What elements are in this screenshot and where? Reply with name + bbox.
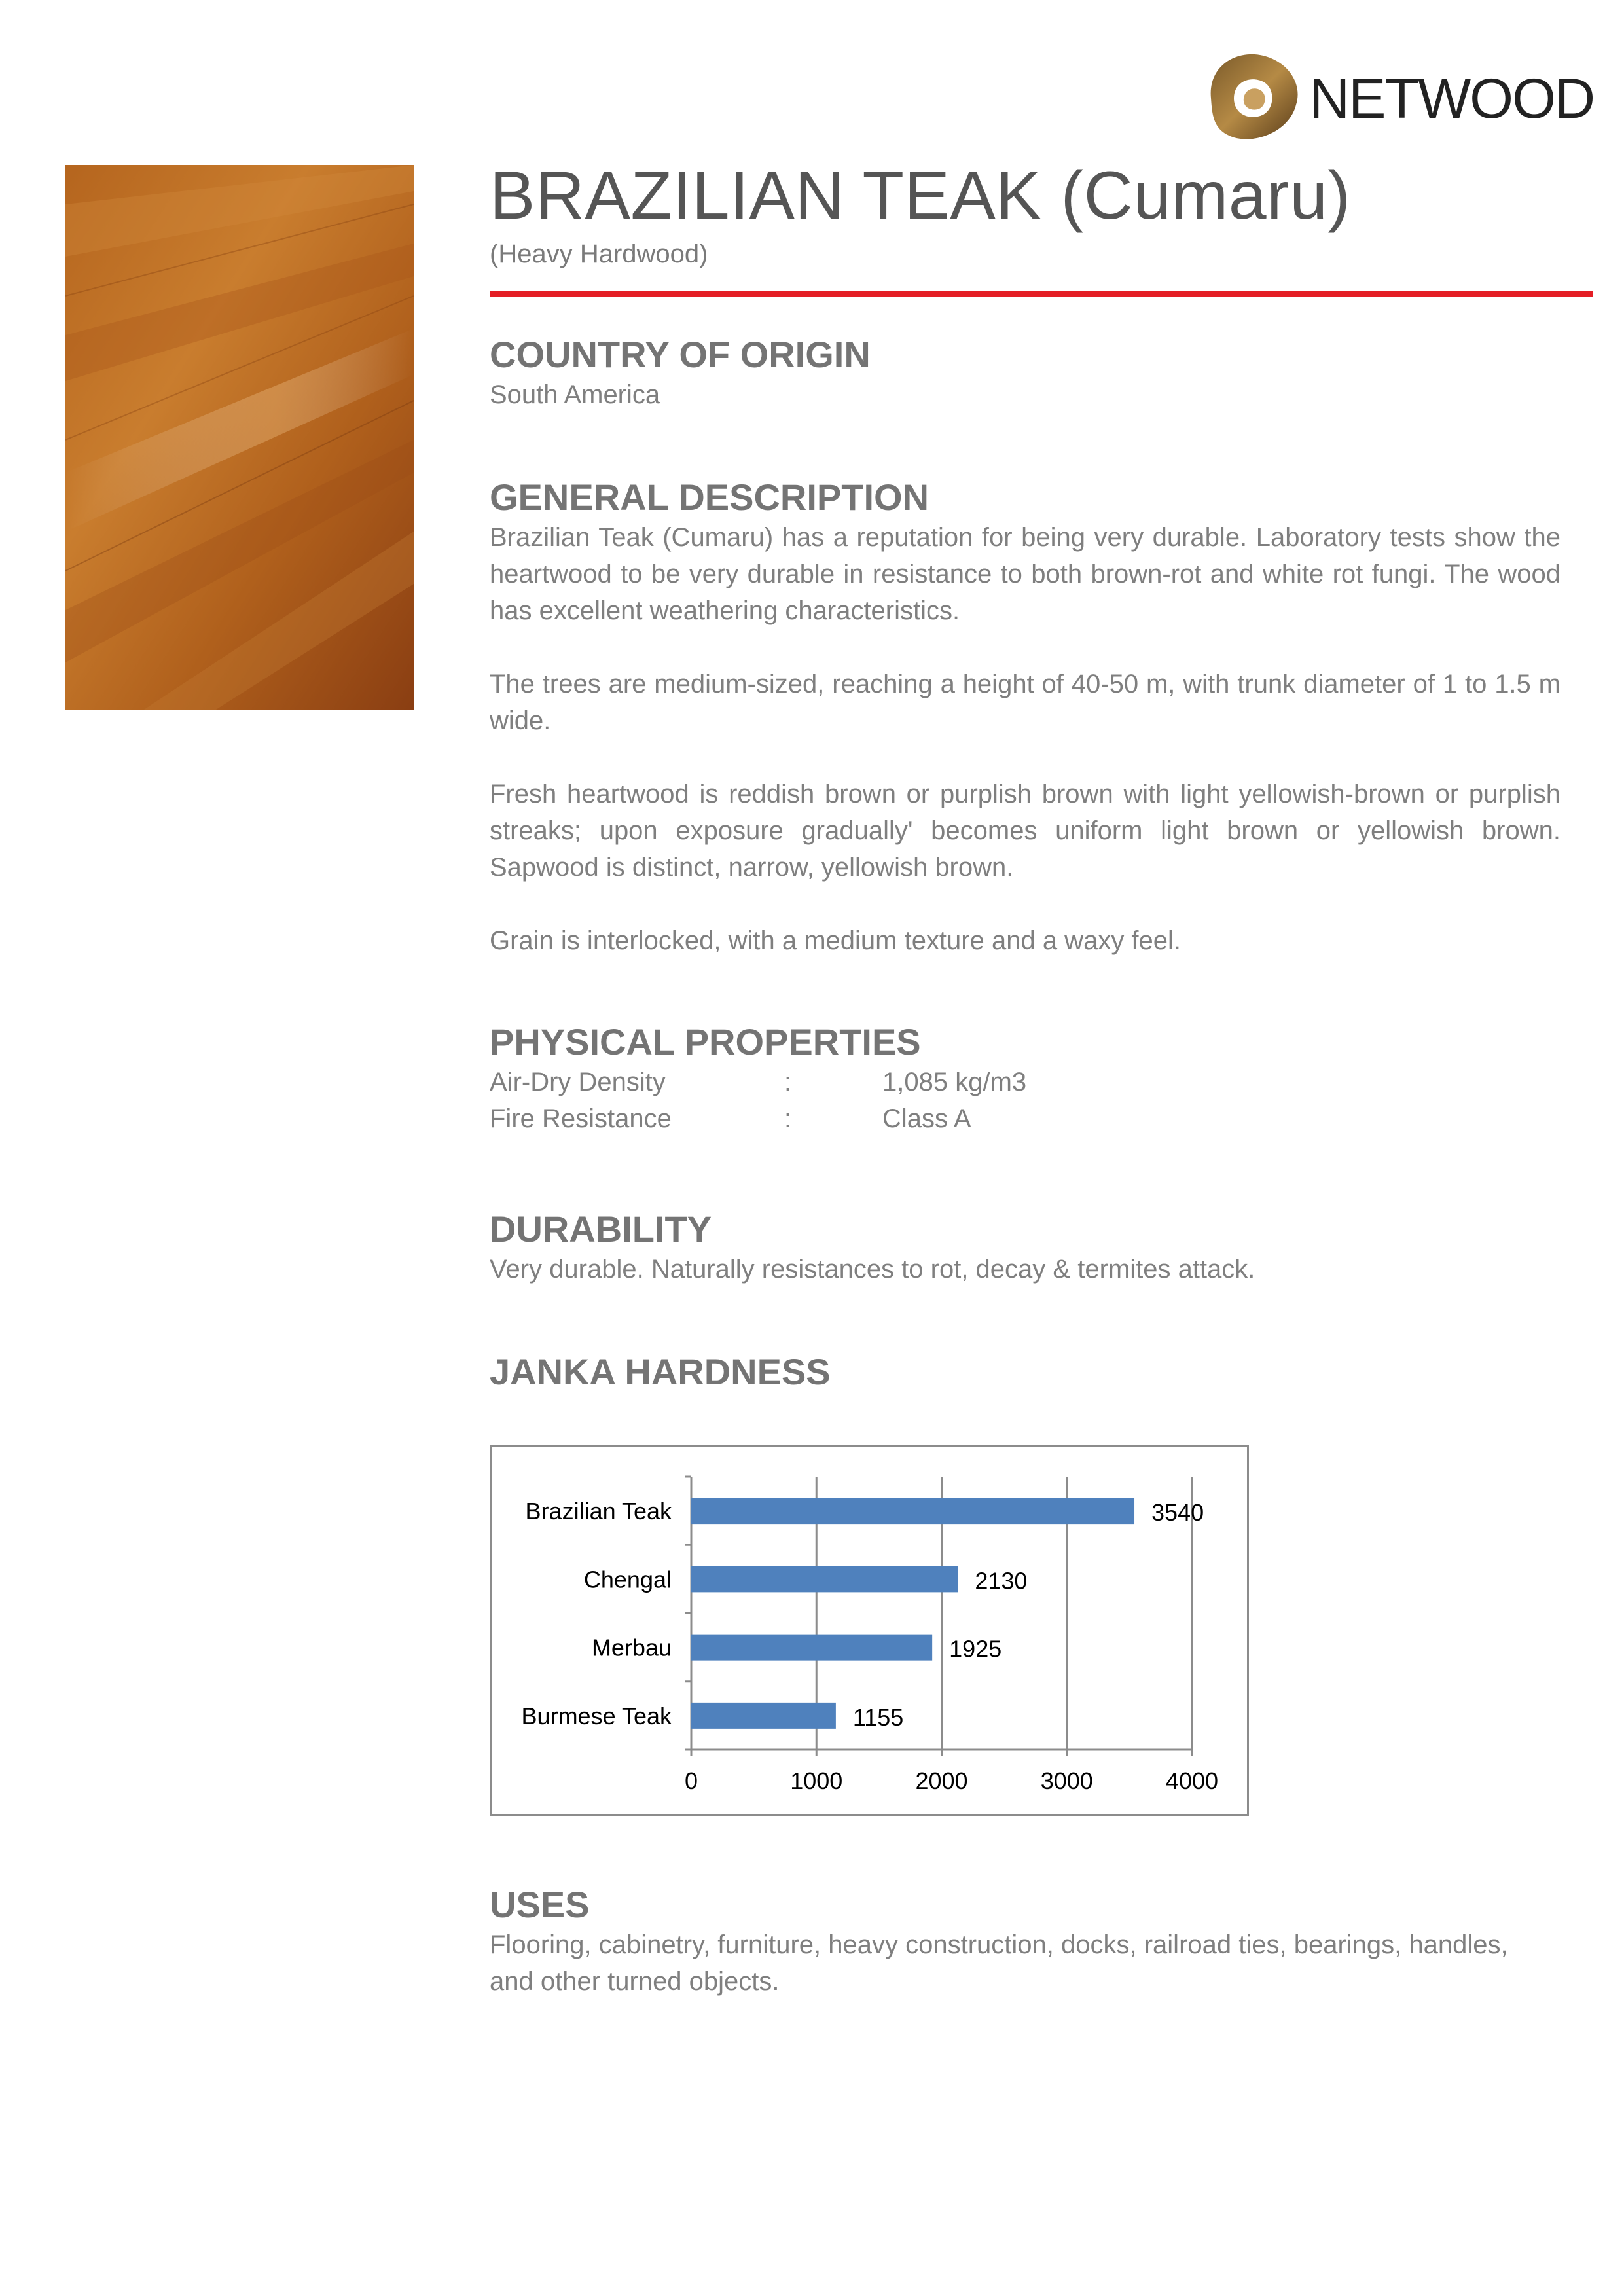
section-uses <box>490 1883 1511 2000</box>
property-label: Air-Dry Density <box>490 1068 666 1097</box>
chart-x-tick-label: 3000 <box>1040 1767 1093 1794</box>
origin-heading: COUNTRY OF ORIGIN <box>490 334 871 375</box>
description-paragraph: Brazilian Teak (Cumaru) has a reputation for being very durable. Laboratory tests show the heartwood to be very durable in resistance to both brown-rot and white rot fungi. The wood has excellent weathering characteristics. <box>490 523 1561 626</box>
chart-value-label: 2130 <box>975 1567 1028 1595</box>
janka-chart-svg <box>492 1447 1251 1818</box>
section-janka <box>490 1350 831 1394</box>
section-origin <box>490 333 871 413</box>
property-value: Class A <box>882 1104 971 1134</box>
property-separator: : <box>784 1104 792 1134</box>
svg-text:NETWOOD: NETWOOD <box>1309 67 1595 130</box>
property-separator: : <box>784 1068 792 1097</box>
chart-bar <box>691 1703 836 1729</box>
chart-category-label: Chengal <box>583 1566 672 1593</box>
chart-category-label: Merbau <box>591 1634 672 1661</box>
origin-text: South America <box>490 380 660 410</box>
durability-text: Very durable. Naturally resistances to rot, decay & termites attack. <box>490 1255 1255 1284</box>
durability-heading: DURABILITY <box>490 1208 712 1250</box>
section-durability <box>490 1207 1255 1288</box>
chart-value-label: 3540 <box>1151 1499 1204 1527</box>
chart-x-tick-label: 2000 <box>915 1767 968 1794</box>
section-physical-properties <box>490 1020 1026 1137</box>
chart-category-label: Brazilian Teak <box>525 1498 672 1525</box>
title-divider <box>490 291 1593 297</box>
janka-chart <box>490 1445 1249 1816</box>
janka-heading: JANKA HARDNESS <box>490 1351 831 1392</box>
description-paragraph: Grain is interlocked, with a medium texture and a waxy feel. <box>490 926 1182 956</box>
uses-heading: USES <box>490 1884 590 1925</box>
chart-value-label: 1155 <box>852 1703 904 1731</box>
chart-bar <box>691 1566 958 1592</box>
physical-heading: PHYSICAL PROPERTIES <box>490 1021 921 1062</box>
netwood-logo-mark <box>1198 46 1595 151</box>
property-value: 1,085 kg/m3 <box>882 1068 1027 1097</box>
chart-bar <box>691 1498 1134 1524</box>
chart-bar <box>691 1635 932 1661</box>
property-row <box>490 1064 1026 1100</box>
chart-x-tick-label: 1000 <box>790 1767 843 1794</box>
chart-category-label: Burmese Teak <box>521 1702 672 1729</box>
chart-value-label: 1925 <box>949 1635 1002 1663</box>
description-heading: GENERAL DESCRIPTION <box>490 477 929 518</box>
property-label: Fire Resistance <box>490 1104 672 1134</box>
property-row <box>490 1100 1026 1137</box>
chart-x-tick-label: 4000 <box>1165 1767 1219 1794</box>
description-paragraph: Fresh heartwood is reddish brown or purplish brown with light yellowish-brown or purplish streaks; upon exposure gradually' becomes uniform light brown or yellowish brown. Sapwood is distinct, narrow, yellowish brown. <box>490 780 1561 882</box>
wood-photo <box>65 165 414 710</box>
netwood-logo <box>1198 46 1595 151</box>
description-paragraph: The trees are medium-sized, reaching a height of 40-50 m, with trunk diameter of 1 to 1.5 m wide. <box>490 670 1561 736</box>
uses-text: Flooring, cabinetry, furniture, heavy construction, docks, railroad ties, bearings, handles, and other turned objects. <box>490 1930 1508 1997</box>
page-subtitle: (Heavy Hardwood) <box>490 239 708 268</box>
section-description <box>490 475 1561 959</box>
wood-floor-image <box>65 165 414 710</box>
chart-x-tick-label: 0 <box>684 1767 698 1794</box>
page-title: BRAZILIAN TEAK (Cumaru) <box>490 158 1351 234</box>
